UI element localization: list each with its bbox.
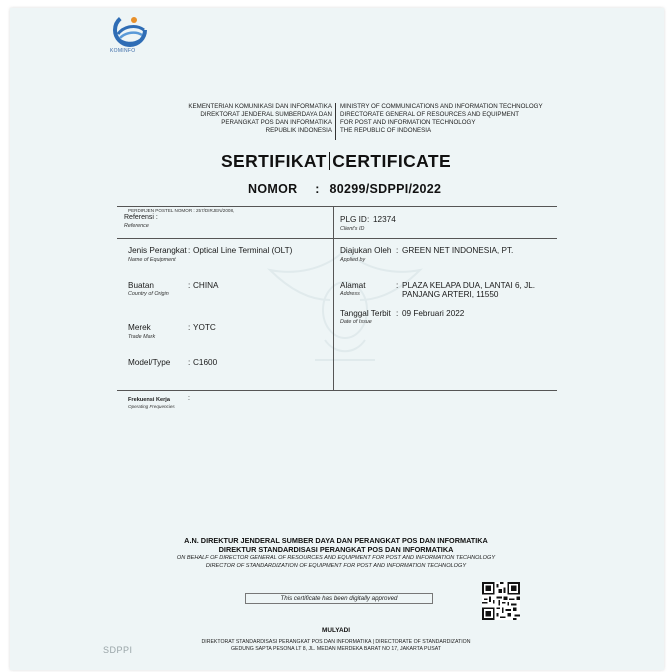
merek-sub: Trade Mark: [128, 334, 156, 340]
certificate-title: [0, 151, 672, 172]
alamat-separator: :: [396, 281, 399, 290]
buatan-separator: :: [188, 281, 191, 290]
signer-name: MULYADI: [322, 627, 350, 634]
jenis-value: Optical Line Terminal (OLT): [193, 246, 293, 255]
header-left-line: REPUBLIK INDONESIA: [265, 126, 332, 134]
qr-code-icon: [482, 582, 520, 620]
jenis-sub: Name of Equipment: [128, 257, 176, 263]
table-column-divider: [333, 206, 334, 390]
header-right: [340, 103, 543, 135]
header-divider: [335, 103, 336, 140]
header-left-line: DIREKTORAT JENDERAL SUMBERDAYA DAN: [200, 110, 332, 118]
merek-label: Merek: [128, 323, 151, 332]
model-separator: :: [188, 358, 191, 367]
buatan-value: CHINA: [193, 281, 219, 290]
tanggal-label: Tanggal Terbit: [340, 309, 391, 318]
merek-value: YOTC: [193, 323, 216, 332]
footer-address: [0, 639, 672, 652]
table-mid-line: [117, 390, 557, 391]
nomor-separator: :: [315, 182, 320, 196]
referensi-label: Referensi :: [124, 214, 158, 221]
diajukan-value: GREEN NET INDONESIA, PT.: [402, 246, 514, 255]
table-top-line: [117, 206, 557, 207]
diajukan-label: Diajukan Oleh: [340, 246, 392, 255]
title-divider: [329, 152, 331, 170]
buatan-label: Buatan: [128, 281, 154, 290]
jenis-label: Jenis Perangkat: [128, 246, 187, 255]
header-left-line: KEMENTERIAN KOMUNIKASI DAN INFORMATIKA: [188, 103, 332, 110]
header-right-line: FOR POST AND INFORMATION TECHNOLOGY: [340, 118, 476, 126]
plg-id-label: PLG ID: [340, 215, 367, 224]
alamat-value-line1: PLAZA KELAPA DUA, LANTAI 6, JL.: [402, 281, 536, 290]
regulation-text: PERDIRJEN POSTEL NOMOR : 257/DIRJEN/2008,: [128, 208, 235, 213]
plg-id-sub: Client's ID: [340, 226, 365, 232]
title-en: CERTIFICATE: [332, 151, 452, 171]
alamat-value-line2: PANJANG ARTERI, 11550: [402, 290, 499, 299]
buatan-sub: Country of Origin: [128, 291, 169, 297]
footer-line-1: A.N. DIREKTUR JENDERAL SUMBER DAYA DAN PERANGKAT POS DAN INFORMATIKA: [184, 536, 488, 545]
footer-address-line: DIREKTORAT STANDARDISASI PERANGKAT POS DAN INFORMATIKA | DIRECTORATE OF STANDARDIZATION: [201, 639, 471, 645]
header-right-line: MINISTRY OF COMMUNICATIONS AND INFORMATION TECHNOLOGY: [340, 103, 543, 110]
title-id: SERTIFIKAT: [220, 151, 327, 171]
model-label: Model/Type: [128, 358, 171, 367]
frekuensi-separator: :: [188, 395, 190, 402]
tanggal-separator: :: [396, 309, 399, 318]
footer-line-2: DIREKTUR STANDARDISASI PERANGKAT POS DAN INFORMATIKA: [218, 545, 454, 554]
digital-approval-box: This certificate has been digitally approved: [245, 593, 433, 604]
header-left-line: PERANGKAT POS DAN INFORMATIKA: [221, 118, 332, 126]
jenis-separator: :: [188, 246, 191, 255]
footer-line-4: DIRECTOR OF STANDARDIZATION OF EQUIPMENT FOR POST AND INFORMATION TECHNOLOGY: [205, 563, 467, 569]
plg-id-separator: :: [367, 215, 370, 224]
nomor-value: 80299/SDPPI/2022: [329, 182, 442, 196]
tanggal-value: 09 Februari 2022: [402, 309, 465, 318]
alamat-label: Alamat: [340, 281, 366, 290]
alamat-sub: Address: [340, 291, 360, 297]
frekuensi-label: Frekuensi Kerja: [128, 397, 170, 403]
frekuensi-sub: Operating Frequencies: [128, 404, 175, 409]
sdppi-watermark: SDPPI: [103, 645, 133, 655]
logo-text: KOMINFO: [110, 48, 136, 54]
nomor-label: NOMOR: [248, 182, 298, 196]
table-divider-line: [117, 238, 557, 239]
header-right-line: DIRECTORATE GENERAL OF RESOURCES AND EQUIPMENT: [340, 110, 520, 118]
diajukan-sub: Applied by: [340, 257, 366, 263]
tanggal-sub: Date of Issue: [340, 319, 372, 325]
referensi-sub: Reference: [124, 223, 149, 229]
footer-line-3: ON BEHALF OF DIRECTOR GENERAL OF RESOURCES AND EQUIPMENT FOR POST AND INFORMATION TECHNOLOGY: [176, 555, 496, 561]
certificate-number: [248, 182, 441, 196]
diajukan-separator: :: [396, 246, 399, 255]
plg-id-value: 12374: [373, 215, 396, 224]
model-value: C1600: [193, 358, 218, 367]
footer-address-line: GEDUNG SAPTA PESONA LT 8, JL. MEDAN MERDEKA BARAT NO 17, JAKARTA PUSAT: [231, 645, 441, 652]
header-left: [188, 103, 332, 135]
header-right-line: THE REPUBLIC OF INDONESIA: [340, 126, 432, 134]
merek-separator: :: [188, 323, 191, 332]
